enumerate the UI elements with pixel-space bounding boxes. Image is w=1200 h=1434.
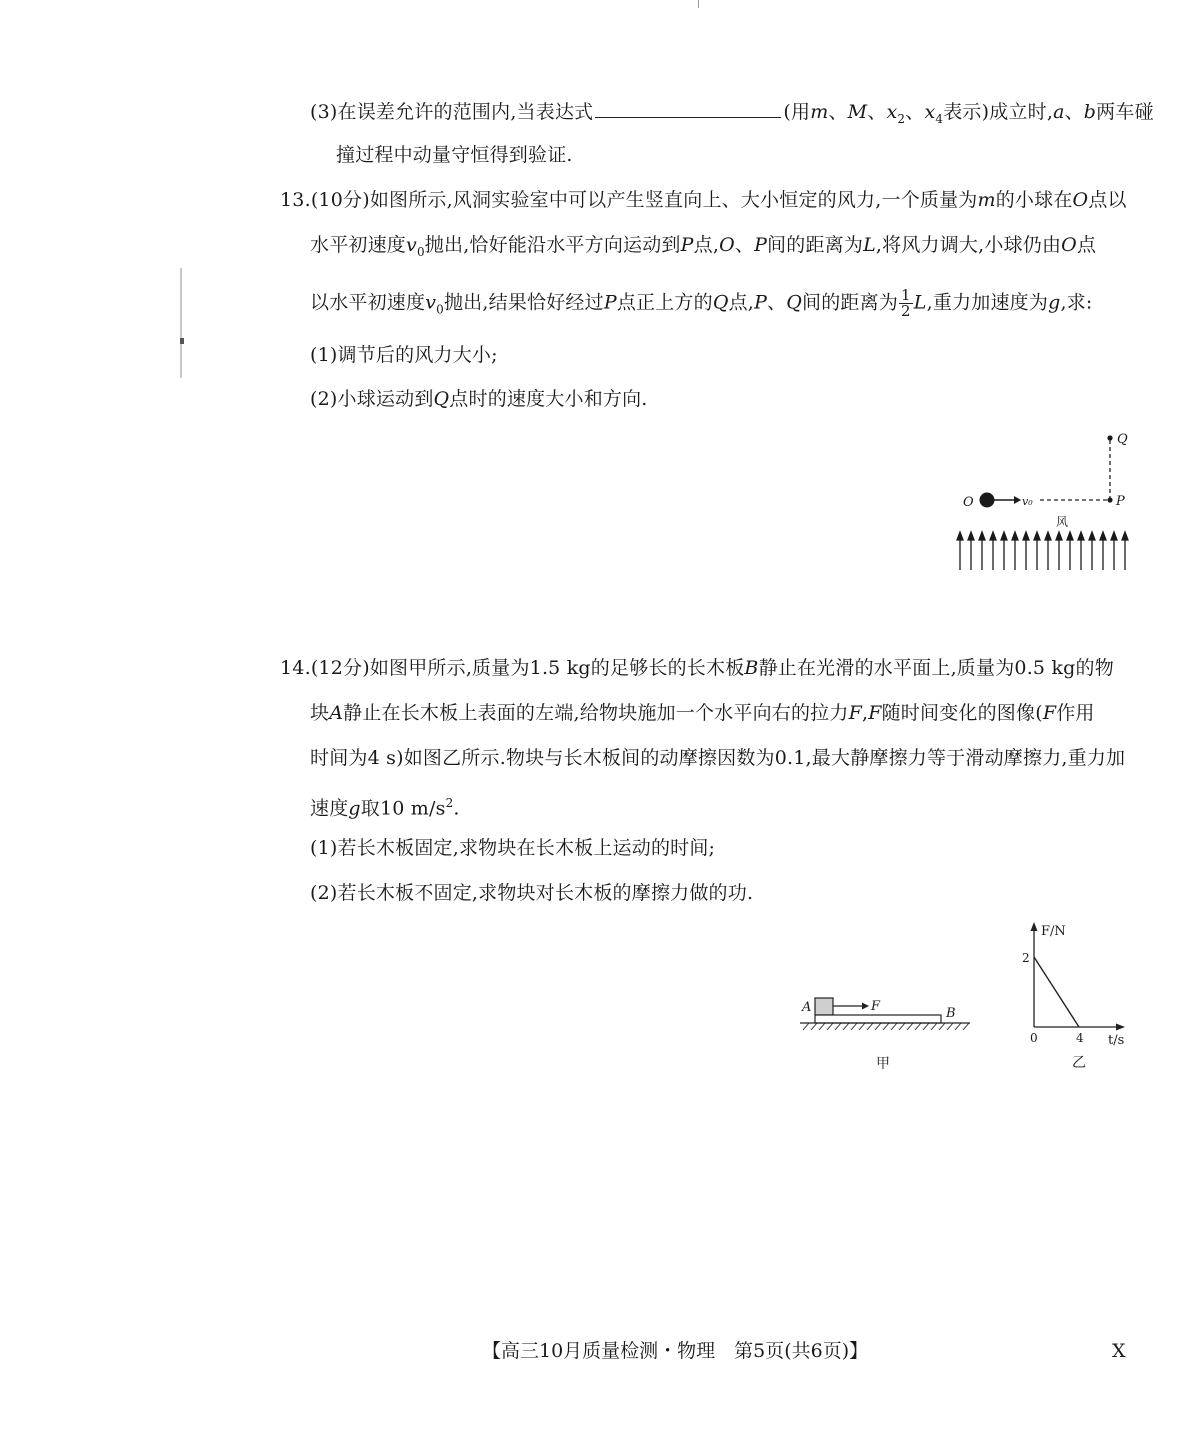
y-axis-arrowhead xyxy=(1031,922,1038,931)
caption-yi: 乙 xyxy=(1072,1055,1086,1071)
answer-blank xyxy=(595,97,781,118)
label-f: F xyxy=(871,999,881,1014)
q13-sub2: (2)小球运动到Q点时的速度大小和方向. xyxy=(310,388,648,410)
point-q xyxy=(1107,435,1112,440)
force-arrowhead xyxy=(862,1003,869,1010)
q14-sub2: (2)若长木板不固定,求物块对长木板的摩擦力做的功. xyxy=(310,882,754,904)
q14-line1: 14.(12分)如图甲所示,质量为1.5 kg的足够长的长木板B静止在光滑的水平面上,质量为0.5 kg的物 xyxy=(280,657,1114,679)
q12-3-line2: 撞过程中动量守恒得到验证. xyxy=(336,144,573,166)
q13-line3: 以水平初速度$v_0$抛出,结果恰好经过P点正上方的Q点,P、Q间的距离为 $\frac{1}{2}$ L,重力加速度为g,求: xyxy=(310,286,1093,320)
q14-sub1: (1)若长木板固定,求物块在长木板上运动的时间; xyxy=(310,837,716,859)
y-tick-2: 2 xyxy=(1022,951,1030,965)
q14-line2: 块A静止在长木板上表面的左端,给物块施加一个水平向右的拉力F,F随时间变化的图像(F作用 xyxy=(310,702,1095,724)
label-q: Q xyxy=(1117,432,1128,447)
f-t-line xyxy=(1034,957,1079,1027)
label-b: B xyxy=(946,1006,956,1021)
velocity-arrowhead xyxy=(1014,496,1021,504)
origin-label: 0 xyxy=(1030,1031,1038,1045)
label-o: O xyxy=(963,495,974,510)
scan-artifact-left xyxy=(180,268,182,378)
label-wind: 风 xyxy=(1056,515,1069,529)
x-axis-label: t/s xyxy=(1108,1033,1125,1048)
q14-figure-yi xyxy=(1010,915,1150,1075)
q14-line3: 时间为4 s)如图乙所示.物块与长木板间的动摩擦因数为0.1,最大静摩擦力等于滑动摩擦力,重力加 xyxy=(310,747,1126,769)
ground-hatch xyxy=(803,1023,969,1030)
q14-figure-jia xyxy=(795,990,985,1080)
ball xyxy=(980,493,995,508)
q13-line2: 水平初速度$v_0$抛出,恰好能沿水平方向运动到P点,O、P间的距离为L,将风力调大,小球仍由O点 xyxy=(310,234,1097,259)
scan-artifact-top xyxy=(698,0,699,8)
q14-line4: 速度g取10 $m/s^2$. xyxy=(310,796,460,820)
label-p: P xyxy=(1116,494,1125,509)
page-footer: 【高三10月质量检测・物理 第5页(共6页)】 xyxy=(482,1340,869,1362)
wind-arrows xyxy=(957,532,1128,570)
label-v0: v₀ xyxy=(1022,495,1033,508)
q13-figure xyxy=(950,428,1150,578)
footer-mark: X xyxy=(1112,1340,1126,1362)
y-axis-label: F/N xyxy=(1041,924,1066,939)
q13-line1: 13.(10分)如图所示,风洞实验室中可以产生竖直向上、大小恒定的风力,一个质量为m的小球在O点以 xyxy=(280,189,1127,211)
point-p xyxy=(1107,497,1112,502)
block-a xyxy=(815,998,833,1015)
q12-3-line1: (3)在误差允许的范围内,当表达式 (用m、M、$x_2$、$x_4$表示)成立时,a、b两车碰 xyxy=(310,97,1154,132)
x-tick-4: 4 xyxy=(1076,1031,1084,1045)
fraction-half: $\frac{1}{2}$ xyxy=(901,286,911,320)
q13-sub1: (1)调节后的风力大小; xyxy=(310,344,498,366)
x-axis-arrowhead xyxy=(1116,1024,1125,1031)
scan-artifact-dot xyxy=(180,338,184,344)
label-a: A xyxy=(802,1000,812,1015)
caption-jia: 甲 xyxy=(876,1056,890,1072)
board-b xyxy=(815,1015,941,1023)
